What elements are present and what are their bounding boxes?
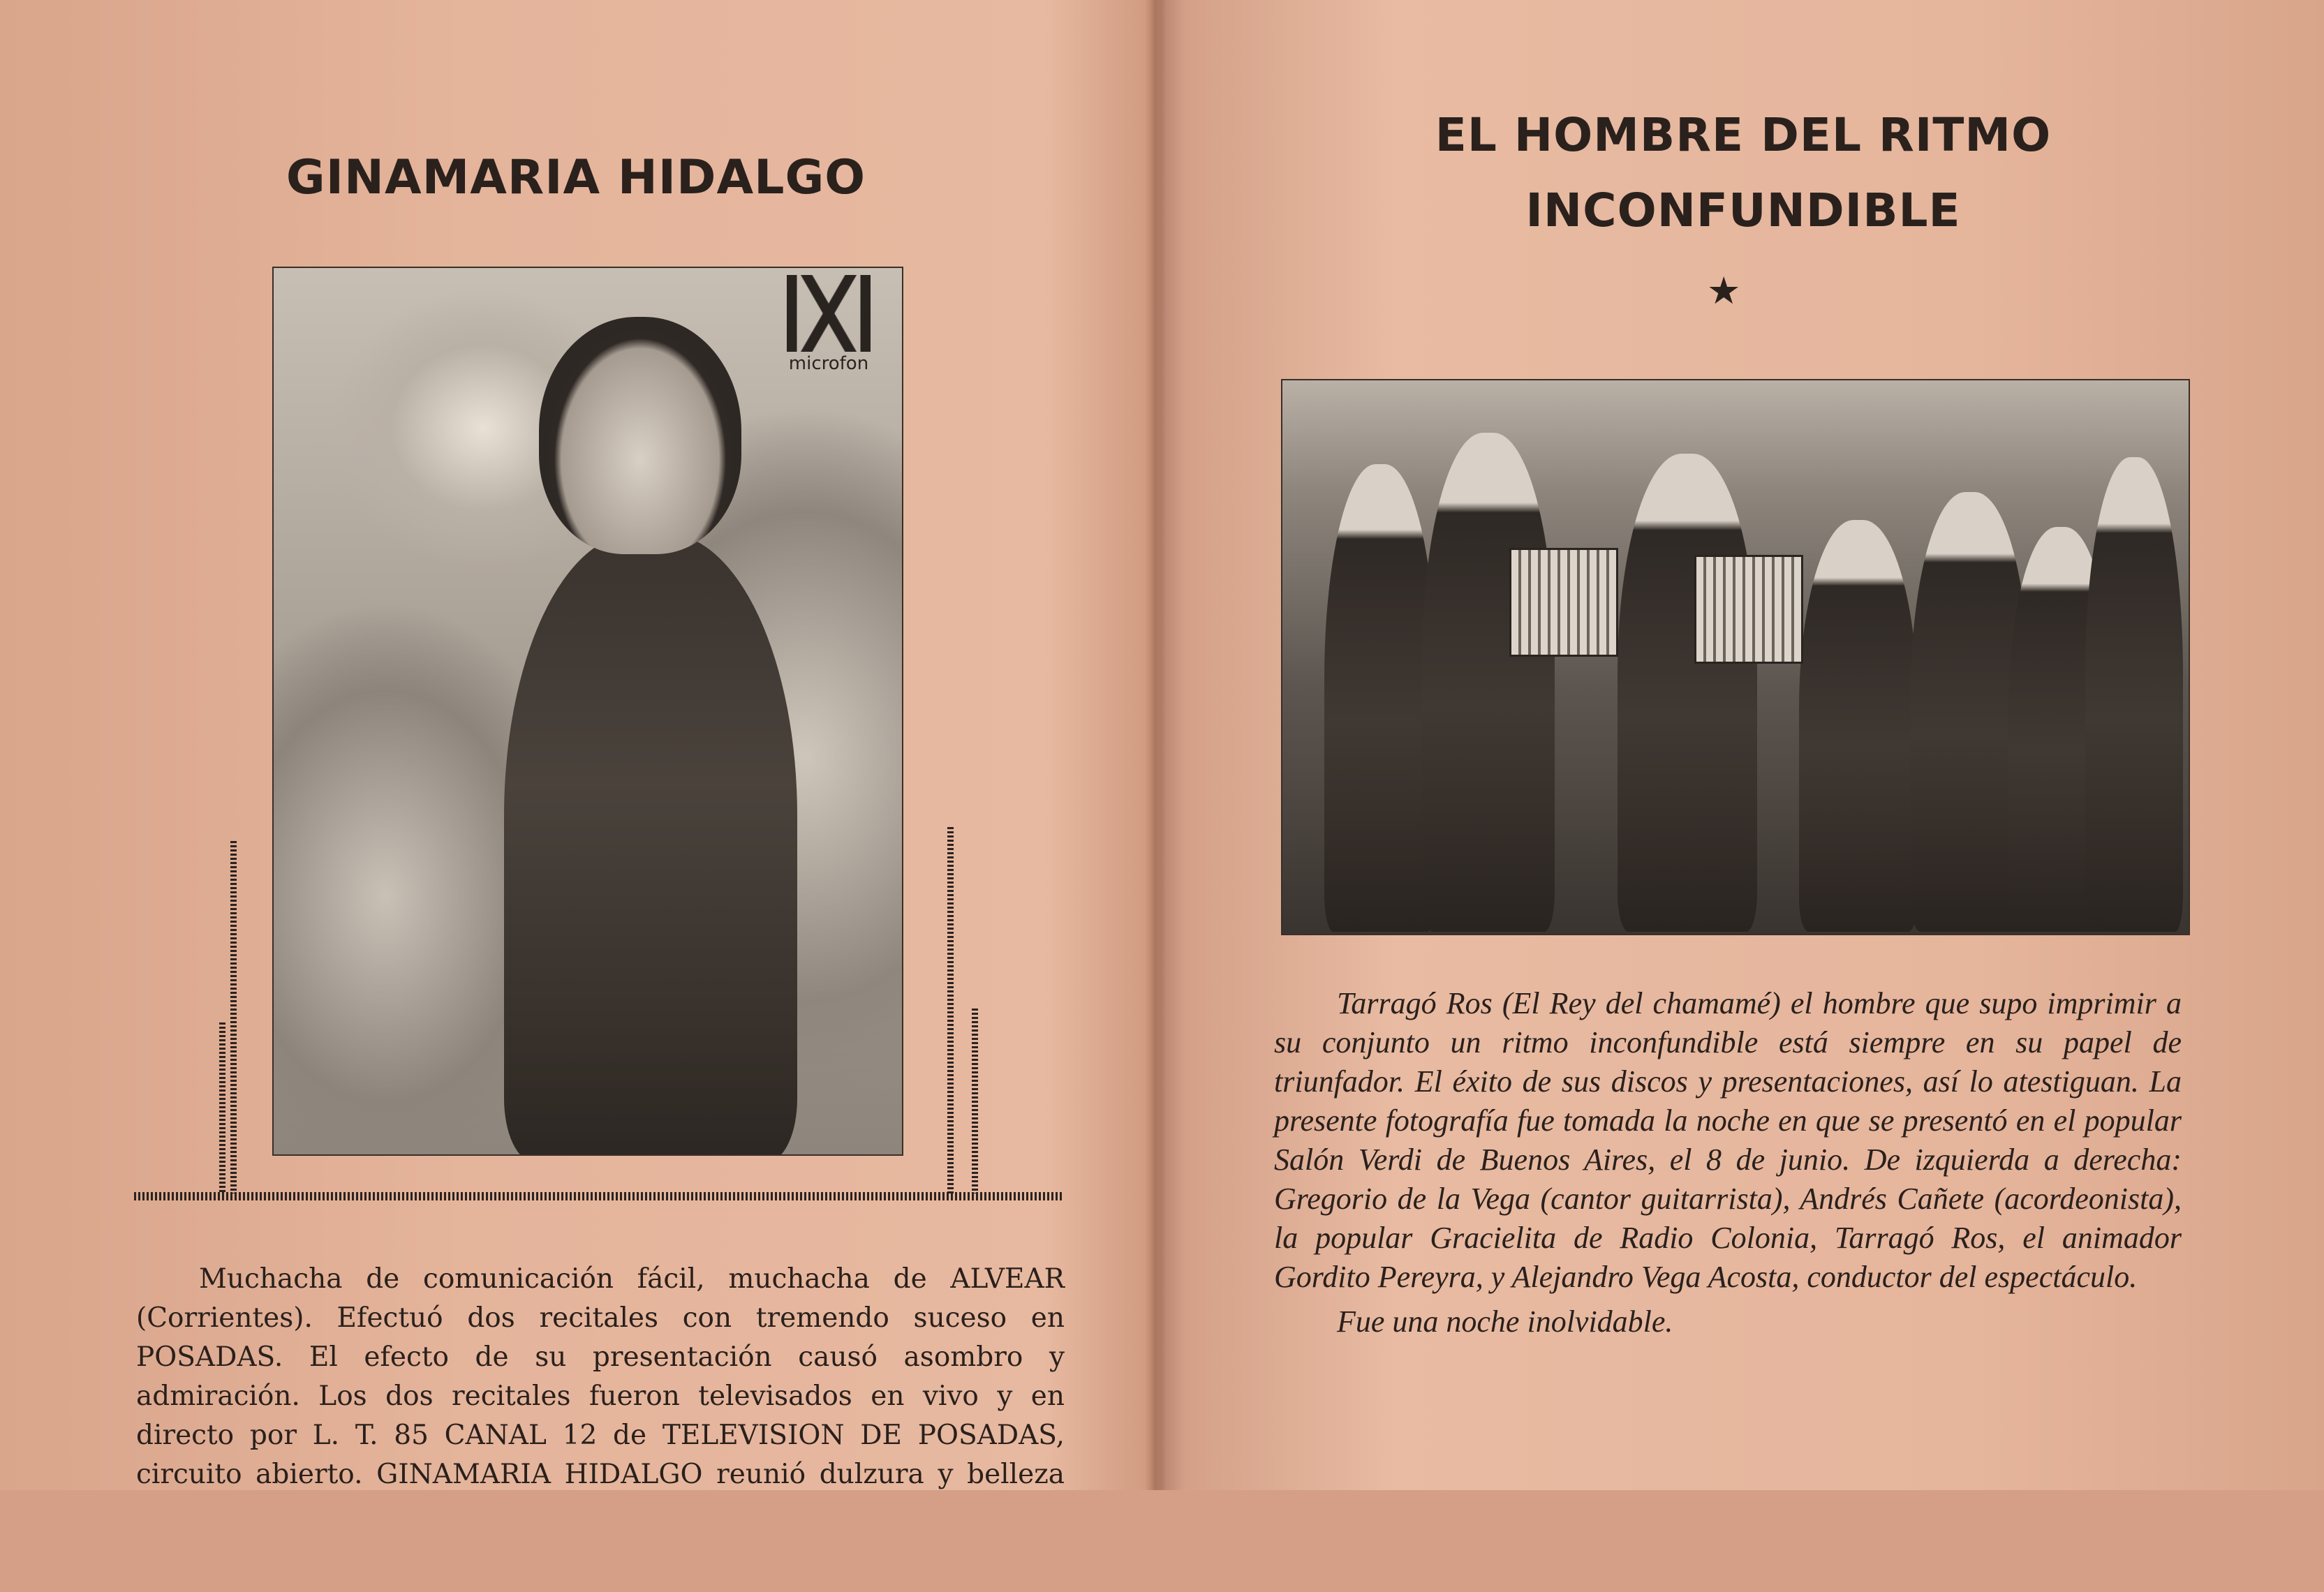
microfon-logo-icon bbox=[787, 275, 871, 352]
right-page-title bbox=[1162, 98, 2324, 248]
band-member-figure bbox=[1799, 520, 1918, 932]
left-page-title: GINAMARIA HIDALGO bbox=[286, 150, 866, 205]
band-member-figure bbox=[1324, 464, 1436, 932]
band-member-figure bbox=[2085, 457, 2183, 932]
decorative-bar bbox=[972, 1009, 978, 1193]
left-page bbox=[0, 0, 1152, 1490]
right-page-article bbox=[1274, 984, 2182, 1347]
decorative-bar bbox=[947, 827, 954, 1193]
portrait-figure-head bbox=[539, 317, 741, 554]
right-page bbox=[1162, 0, 2324, 1490]
scan-bottom-margin bbox=[0, 1490, 2324, 1592]
decorative-bar bbox=[230, 841, 237, 1193]
accordion-icon bbox=[1694, 555, 1803, 664]
microfon-logo-text: microfon bbox=[788, 353, 869, 374]
right-page-paragraph-1: Tarragó Ros (El Rey del chamamé) el hombre que supo imprimir a su conjunto un ritmo inconfundible está siempre en su papel de triunfador. El éxito de sus discos y presentaciones, así lo atestiguan. La presente fotografía fue tomada la noche en que se presentó en el popular Salón Verdi de Buenos Aires, el 8 de junio. De izquierda a derecha: Gregorio de la Vega (cantor guitarrista), Andrés Cañete (acordeonista), la popular Gracielita de Radio Colonia, Tarragó Ros, el animador Gordito Pereyra, y Alejandro Vega Acosta, conductor del espectáculo. bbox=[1274, 986, 2182, 1294]
band-group-photo bbox=[1281, 379, 2190, 935]
band-member-figure bbox=[1422, 433, 1555, 932]
right-title-line-2: INCONFUNDIBLE bbox=[1525, 184, 1961, 237]
ginamaria-portrait-photo bbox=[272, 267, 903, 1156]
right-title-line-1: EL HOMBRE DEL RITMO bbox=[1435, 108, 2052, 162]
star-ornament-icon: ★ bbox=[1707, 269, 1741, 313]
decorative-bar bbox=[219, 1022, 225, 1193]
decorative-rule bbox=[134, 1192, 1063, 1200]
band-member-figure bbox=[1618, 454, 1757, 932]
right-page-paragraph-2: Fue una noche inolvidable. bbox=[1337, 1304, 1673, 1339]
microfon-logo bbox=[783, 275, 874, 374]
accordion-icon bbox=[1509, 548, 1618, 657]
left-page-body: Muchacha de comunicación fácil, muchacha de ALVEAR (Corrientes). Efectuó dos recitales con tremendo suceso en POSADAS. El efecto de su presentación causó asombro y admiración. Los dos recitales fueron televisados en vivo y en directo por L. T. 85 CANAL 12 de TELEVISION DE POSADAS, circuito abierto. GINAMARIA HIDALGO reunió dulzura y belleza bbox=[136, 1263, 1065, 1490]
portrait-figure-body bbox=[504, 533, 797, 1156]
